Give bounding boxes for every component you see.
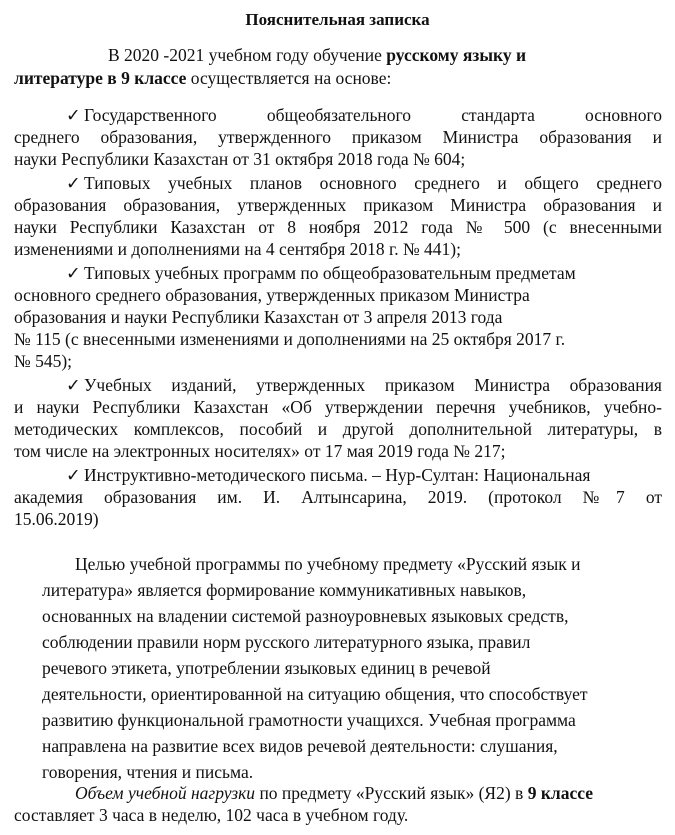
- list-item-text: Типовых учебных планов основного среднего и общего среднего: [84, 173, 662, 193]
- page-title: Пояснительная записка: [245, 10, 430, 29]
- load-text: по предмету «Русский язык» (Я2) в: [255, 783, 528, 803]
- list-item-3-line-5: № 545);: [14, 351, 73, 371]
- list-item-4-line-4: том числе на электронных носителях» от 17 мая 2019 года № 217;: [14, 441, 506, 461]
- list-item-2-line-2: образования образования, утвержденных приказом Министра образования и: [14, 195, 662, 215]
- list-item-2-line-1: [66, 172, 662, 194]
- checkmark-icon: ✓: [66, 465, 81, 485]
- checkmark-icon: ✓: [66, 173, 81, 193]
- goal-line-4: соблюдении правили норм русского литературного языка, правил: [42, 632, 531, 652]
- list-item-4-line-1: [66, 374, 662, 396]
- load-bold-end: е: [585, 783, 593, 803]
- load-bold: 9 класс: [527, 783, 586, 803]
- list-item-3-line-2: основного среднего образования, утвержденных приказом Министра: [14, 285, 530, 305]
- goal-line-9: говорения, чтения и письма.: [42, 762, 254, 782]
- list-item-1-line-3: науки Республики Казахстан от 31 октября 2018 года № 604;: [14, 149, 466, 169]
- goal-line-2: литература» является формирование коммуникативных навыков,: [42, 580, 527, 600]
- list-item-5-line-3: 15.06.2019): [14, 509, 99, 529]
- goal-line-5: речевого этикета, употреблении языковых единиц в речевой: [42, 658, 491, 678]
- list-item-2-line-4: изменениями и дополнениями на 4 сентября 2018 г. № 441);: [14, 239, 461, 259]
- goal-line-7: развитию функциональной грамотности учащихся. Учебная программа: [42, 710, 576, 730]
- list-item-text: Учебных изданий, утвержденных приказом Министра образования: [84, 375, 662, 395]
- list-item-text: Государственного общеобязательного стандарта основного: [84, 105, 662, 125]
- list-item-4-line-3: методических комплексов, пособий и другой дополнительной литературы, в: [14, 419, 662, 439]
- checkmark-icon: ✓: [66, 105, 81, 125]
- intro-text-2: осуществляется на основе:: [186, 68, 392, 88]
- list-item-3-line-4: № 115 (с внесенными изменениями и дополнениями на 25 октября 2017 г.: [14, 329, 566, 349]
- list-item-text: Инструктивно-методического письма. – Нур-Султан: Национальная: [84, 465, 591, 485]
- intro-bold: русскому языку и: [386, 45, 527, 65]
- goal-line-3: основанных на владении системой разноуровневых языковых средств,: [42, 606, 569, 626]
- goal-line-1: Целью учебной программы по учебному предмету «Русский язык и: [75, 554, 581, 574]
- load-line-1: [75, 782, 662, 804]
- list-item-5-line-2: академия образования им. И. Алтынсарина, 2019. (протокол №7 от: [14, 487, 662, 507]
- intro-line-2: [14, 67, 662, 89]
- list-item-1-line-1: [66, 104, 662, 126]
- goal-line-6: деятельности, ориентированной на ситуацию общения, что способствует: [42, 684, 588, 704]
- intro-bold-2: литературе в 9 классе: [14, 68, 187, 88]
- checkmark-icon: ✓: [66, 375, 81, 395]
- load-italic: Объем учебной нагрузки: [75, 783, 256, 803]
- load-line-2: составляет 3 часа в неделю, 102 часа в учебном году.: [14, 805, 409, 825]
- list-item-3-line-3: образования и науки Республики Казахстан от 3 апреля 2013 года: [14, 307, 503, 327]
- goal-line-8: направлена на развитие всех видов речевой деятельности: слушания,: [42, 736, 558, 756]
- list-item-5-line-1: [66, 464, 662, 486]
- intro-text: В 2020 -2021 учебном году обучение: [108, 45, 387, 65]
- intro-line-1: [108, 44, 588, 66]
- list-item-4-line-2: и науки Республики Казахстан «Об утверждении перечня учебников, учебно-: [14, 397, 662, 417]
- list-item-3-line-1: [66, 262, 662, 284]
- checkmark-icon: ✓: [66, 263, 81, 283]
- list-item-2-line-3: науки Республики Казахстан от 8 ноября 2012 года № 500 (с внесенными: [14, 217, 662, 237]
- list-item-text: Типовых учебных программ по общеобразовательным предметам: [84, 263, 576, 283]
- list-item-1-line-2: среднего образования, утвержденного приказом Министра образования и: [14, 127, 662, 147]
